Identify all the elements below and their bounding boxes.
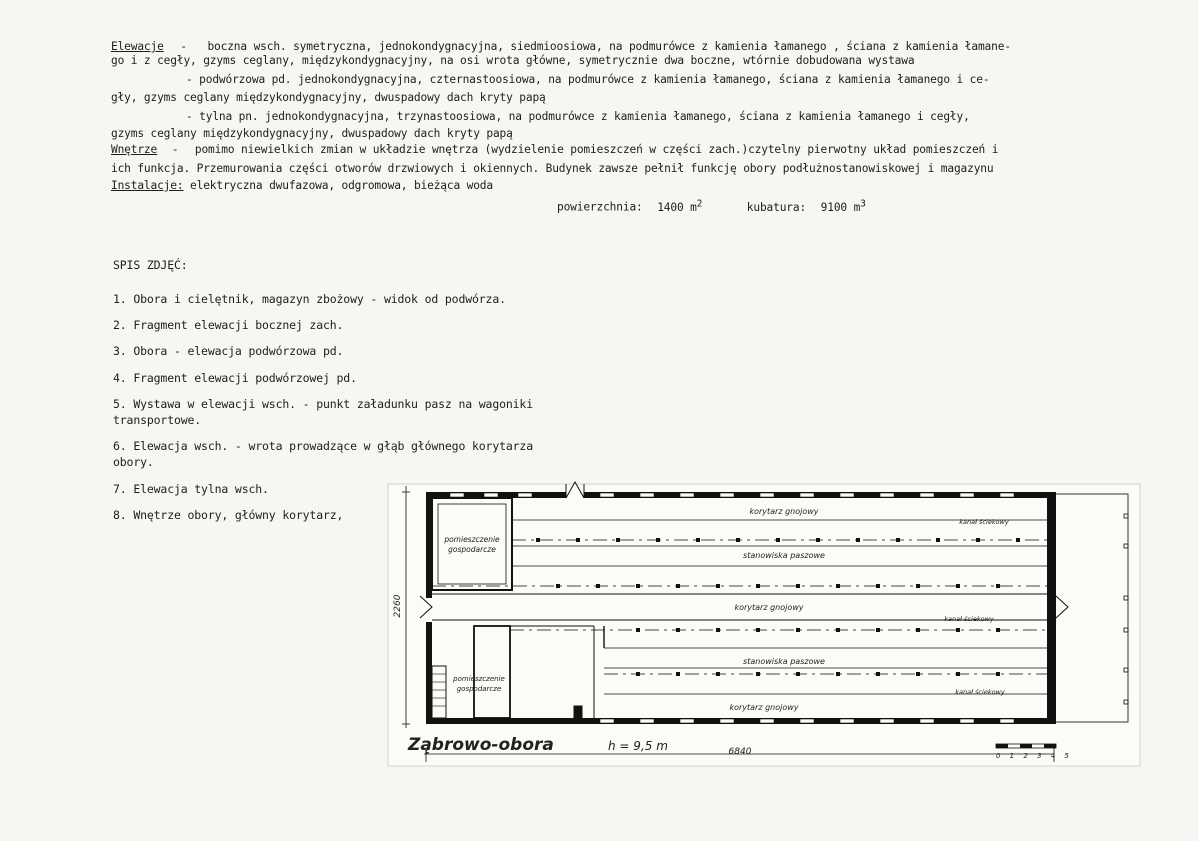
- photo-item-1: 1. Obora i cielętnik, magazyn zbożowy - widok od podwórza.: [113, 292, 506, 306]
- plan-width-dimension: 2260: [393, 594, 403, 618]
- manure-corridor-label-2: korytarz gnojowy: [734, 603, 804, 612]
- elewacje-line-4: gły, gzyms ceglany międzykondygnacyjny, dwuspadowy dach kryty papą: [111, 91, 546, 104]
- wnetrze-label: Wnętrze: [111, 143, 158, 156]
- wnetrze-text: pomimo niewielkich zmian w układzie wnętrza (wydzielenie pomieszczeń w części zach.)czytelny pierwotny układ pomieszczeń i: [194, 143, 999, 156]
- room-upper-label-2: gospodarcze: [448, 545, 496, 554]
- plan-length-dimension: 6840: [728, 747, 752, 757]
- room-lower-label-1: pomieszczenie: [453, 675, 505, 683]
- photos-title: SPIS ZDJĘĆ:: [113, 258, 188, 272]
- volume-label: kubatura:: [746, 200, 807, 214]
- elewacje-line-1: [111, 40, 1011, 54]
- area-unit-sup: 2: [696, 198, 703, 209]
- instalacje-line: [111, 179, 493, 193]
- elewacje-label: Elewacje: [111, 40, 164, 53]
- elewacje-east-text: boczna wsch. symetryczna, jednokondygnacyjna, siedmioosiowa, na podmurówce z kamienia łamanego , ściana z kamienia łamane-: [207, 40, 1011, 53]
- elewacje-line-3: - podwórzowa pd. jednokondygnacyjna, czternastoosiowa, na podmurówce z kamienia łamanego, ściana z kamienia łamanego i ce-: [186, 73, 990, 86]
- area-value: 1400 $m^2$: [657, 198, 703, 214]
- instalacje-label: Instalacje:: [111, 179, 184, 192]
- elewacje-line-6: gzyms ceglany międzykondygnacyjny, dwuspadowy dach kryty papą: [111, 127, 513, 140]
- volume-value: 9100 $m^3$: [820, 198, 866, 214]
- elewacje-line-2: go i z cegły, gzyms ceglany, międzykondygnacyjny, na osi wrota główne, symetrycznie dwa boczne, wtórnie dobudowana wystawa: [111, 54, 915, 67]
- photo-item-2: 2. Fragment elewacji bocznej zach.: [113, 318, 344, 332]
- area-label: powierzchnia:: [557, 200, 643, 214]
- area-volume-line: [557, 197, 866, 215]
- photo-item-5-cont: transportowe.: [113, 413, 202, 427]
- drain-channel-label-3: kanał ściekowy: [955, 688, 1005, 696]
- photo-item-6-cont: obory.: [113, 455, 154, 469]
- feed-stalls-label-2: stanowiska paszowe: [743, 657, 825, 666]
- volume-unit-sup: 3: [860, 198, 866, 209]
- room-upper-label-1: pomieszczenie: [444, 535, 500, 544]
- photo-item-5: 5. Wystawa w elewacji wsch. - punkt załadunku pasz na wagoniki: [113, 397, 533, 411]
- elewacje-dash: -: [180, 40, 187, 53]
- photo-item-3: 3. Obora - elewacja podwórzowa pd.: [113, 344, 344, 358]
- photo-item-7: 7. Elewacja tylna wsch.: [113, 482, 269, 496]
- photo-item-8: 8. Wnętrze obory, główny korytarz,: [113, 508, 344, 522]
- floor-plan-drawing: [384, 478, 1144, 770]
- wnetrze-line-1: [111, 143, 998, 157]
- feed-stalls-label-1: stanowiska paszowe: [743, 551, 825, 560]
- drain-channel-label-1: kanał ściekowy: [959, 518, 1009, 526]
- photo-item-4: 4. Fragment elewacji podwórzowej pd.: [113, 371, 357, 385]
- manure-corridor-label-3: korytarz gnojowy: [729, 703, 799, 712]
- drain-channel-label-2: kanał ściekowy: [944, 615, 994, 623]
- plan-title: Ząbrowo-obora: [408, 735, 554, 755]
- room-lower-label-2: gospodarcze: [456, 685, 502, 693]
- elewacje-line-5: - tylna pn. jednokondygnacyjna, trzynastoosiowa, na podmurówce z kamienia łamanego, ściana z kamienia łamanego i cegły,: [186, 110, 970, 123]
- instalacje-text: elektryczna dwufazowa, odgromowa, bieżąca woda: [183, 179, 493, 192]
- wnetrze-line-2: ich funkcja. Przemurowania części otworów drzwiowych i okiennych. Budynek zawsze pełnił funkcję obory podłużnostanowiskowej i magazynu: [111, 162, 994, 175]
- wnetrze-dash: -: [171, 143, 179, 156]
- scale-bar: [996, 744, 1056, 748]
- scale-bar-labels: 0 1 2 3 4 5: [996, 752, 1073, 760]
- manure-corridor-label-1: korytarz gnojowy: [749, 507, 819, 516]
- plan-height: h = 9,5 m: [608, 739, 668, 753]
- photo-item-6: 6. Elewacja wsch. - wrota prowadzące w głąb głównego korytarza: [113, 439, 533, 453]
